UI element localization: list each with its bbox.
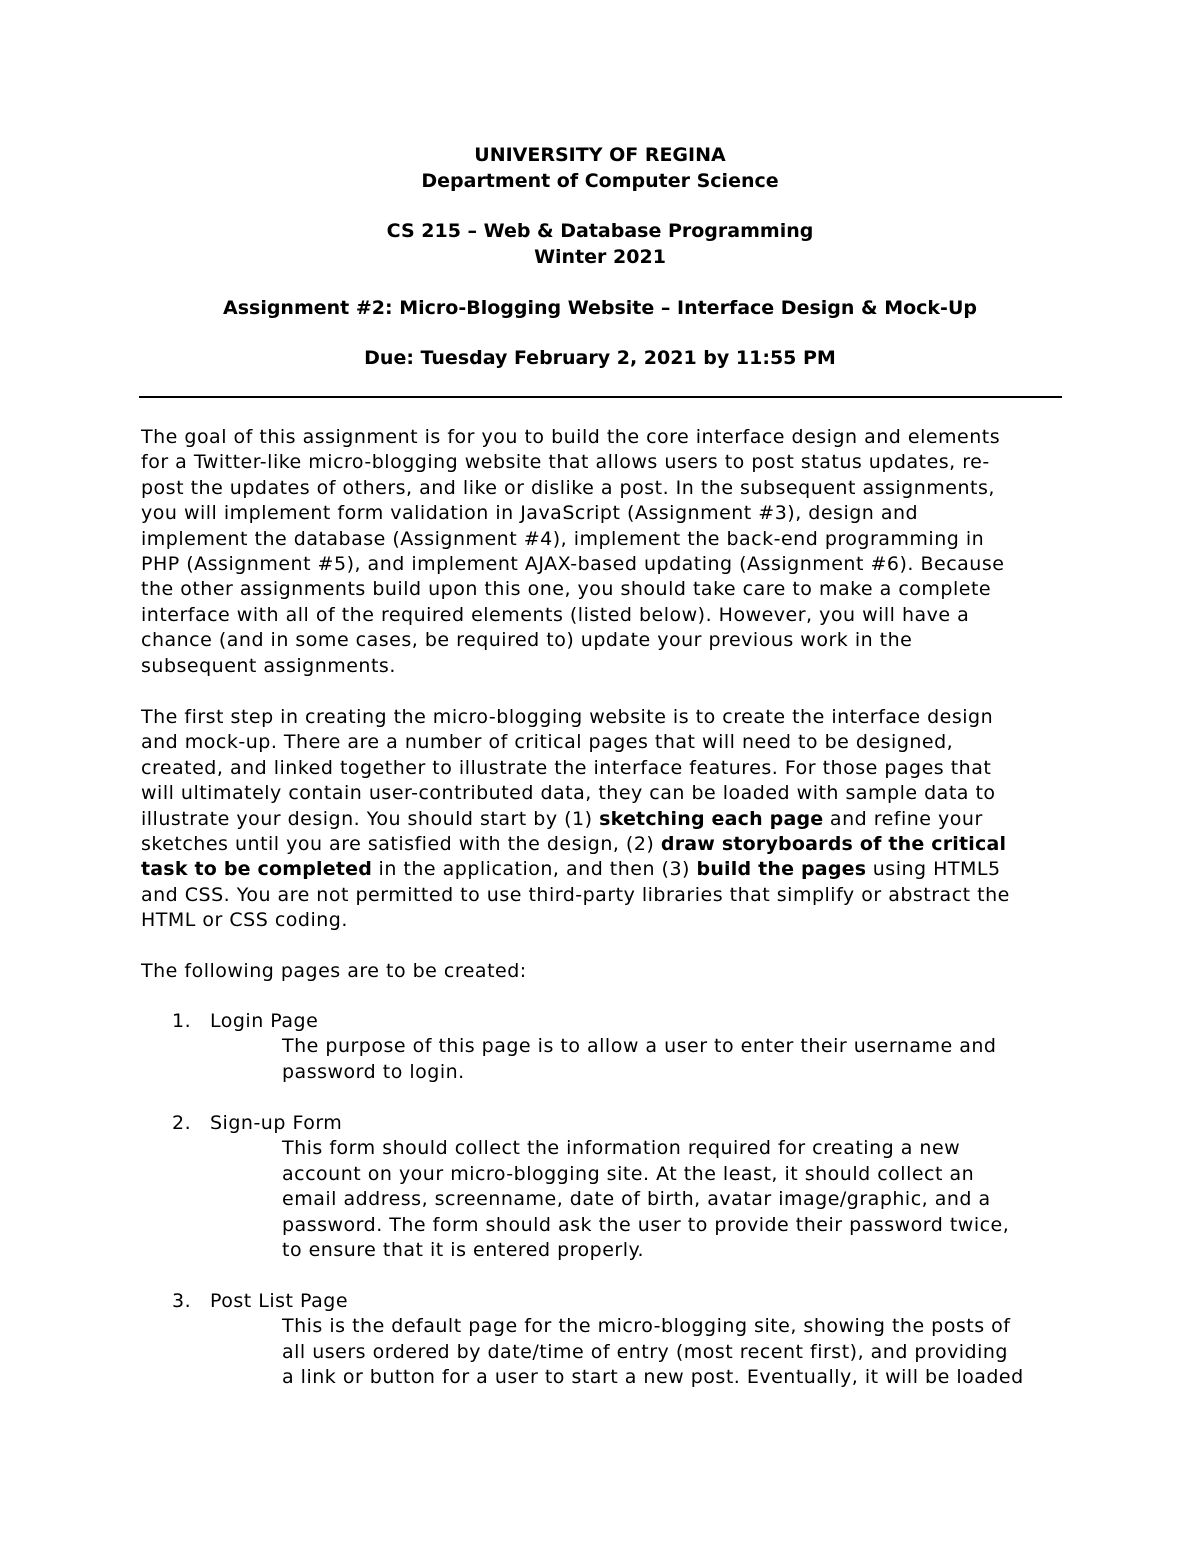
steps-emphasis: build the pages <box>696 858 867 881</box>
steps-line <box>141 832 1071 857</box>
list-title: Post List Page <box>210 1290 349 1312</box>
list-desc-line: to ensure that it is entered properly. <box>282 1239 645 1262</box>
steps-emphasis: task to be completed <box>141 858 372 881</box>
steps-line: The first step in creating the micro-blogging website is to create the interface design <box>141 706 994 728</box>
steps-text: in the application, and then (3) <box>372 858 697 881</box>
intro-paragraph <box>141 425 1071 679</box>
assignment-block <box>0 295 1200 321</box>
intro-line: post the updates of others, and like or dislike a post. In the subsequent assignments, <box>141 476 995 499</box>
intro-line: interface with all of the required elements (listed below). However, you will have a <box>141 603 970 626</box>
list-description <box>172 1314 1072 1390</box>
pages-intro <box>141 959 1071 984</box>
list-desc-line: a link or button for a user to start a new post. Eventually, it will be loaded <box>282 1366 1024 1389</box>
intro-line: the other assignments build upon this one, you should take care to make a complete <box>141 578 992 601</box>
course-block <box>0 218 1200 270</box>
intro-line: PHP (Assignment #5), and implement AJAX-based updating (Assignment #6). Because <box>141 553 1005 576</box>
intro-line: subsequent assignments. <box>141 654 396 677</box>
steps-paragraph <box>141 705 1071 934</box>
steps-line <box>141 807 1071 832</box>
list-description <box>172 1136 1072 1263</box>
steps-line: and CSS. You are not permitted to use third-party libraries that simplify or abstract the <box>141 883 1010 906</box>
intro-line: chance (and in some cases, be required to) update your previous work in the <box>141 629 913 652</box>
list-desc-line: The purpose of this page is to allow a user to enter their username and <box>282 1035 997 1058</box>
intro-line: you will implement form validation in JavaScript (Assignment #3), design and <box>141 502 919 525</box>
list-number: 2. <box>172 1112 192 1134</box>
list-desc-line: This form should collect the information required for creating a new <box>282 1137 961 1160</box>
list-item <box>172 1289 1072 1391</box>
list-number: 1. <box>172 1010 192 1032</box>
intro-line: for a Twitter-like micro-blogging website that allows users to post status updates, re- <box>141 451 990 474</box>
list-desc-line: account on your micro-blogging site. At the least, it should collect an <box>282 1162 975 1185</box>
list-title: Sign-up Form <box>210 1112 343 1134</box>
list-desc-line: This is the default page for the micro-blogging site, showing the posts of <box>282 1315 1011 1338</box>
steps-text: sketches until you are satisfied with the design, (2) <box>141 833 661 856</box>
steps-line: created, and linked together to illustrate the interface features. For those pages that <box>141 756 992 779</box>
due-date: Due: Tuesday February 2, 2021 by 11:55 PM <box>364 347 836 369</box>
department-name: Department of Computer Science <box>421 170 779 192</box>
list-desc-line: password to login. <box>282 1060 465 1083</box>
list-title: Login Page <box>210 1010 319 1032</box>
steps-emphasis: draw storyboards of the critical <box>660 833 1007 856</box>
course-term: Winter 2021 <box>534 246 666 268</box>
intro-line: implement the database (Assignment #4), implement the back-end programming in <box>141 527 985 550</box>
university-name: UNIVERSITY OF REGINA <box>474 144 726 166</box>
list-description <box>172 1034 1072 1085</box>
course-title: CS 215 – Web & Database Programming <box>386 220 814 242</box>
header-divider <box>139 396 1062 398</box>
pages-intro-text: The following pages are to be created: <box>141 960 527 982</box>
steps-text: using HTML5 <box>866 858 1001 881</box>
due-block <box>0 345 1200 371</box>
list-desc-line: email address, screenname, date of birth, avatar image/graphic, and a <box>282 1188 991 1211</box>
steps-line <box>141 857 1071 882</box>
intro-line: The goal of this assignment is for you to build the core interface design and elements <box>141 426 1001 448</box>
steps-text: illustrate your design. You should start by (1) <box>141 807 600 830</box>
steps-text: and refine your <box>823 807 983 830</box>
steps-emphasis: sketching each page <box>599 807 824 830</box>
list-desc-line: all users ordered by date/time of entry (most recent first), and providing <box>282 1340 1008 1363</box>
document-header <box>0 142 1200 194</box>
assignment-title: Assignment #2: Micro-Blogging Website – Interface Design & Mock-Up <box>223 297 977 319</box>
list-item <box>172 1009 1072 1085</box>
list-desc-line: password. The form should ask the user to provide their password twice, <box>282 1213 1010 1236</box>
steps-line: and mock-up. There are a number of critical pages that will need to be designed, <box>141 731 954 754</box>
list-number: 3. <box>172 1290 192 1312</box>
steps-line: will ultimately contain user-contributed data, they can be loaded with sample data to <box>141 782 996 805</box>
steps-line: HTML or CSS coding. <box>141 909 348 932</box>
list-item <box>172 1111 1072 1263</box>
